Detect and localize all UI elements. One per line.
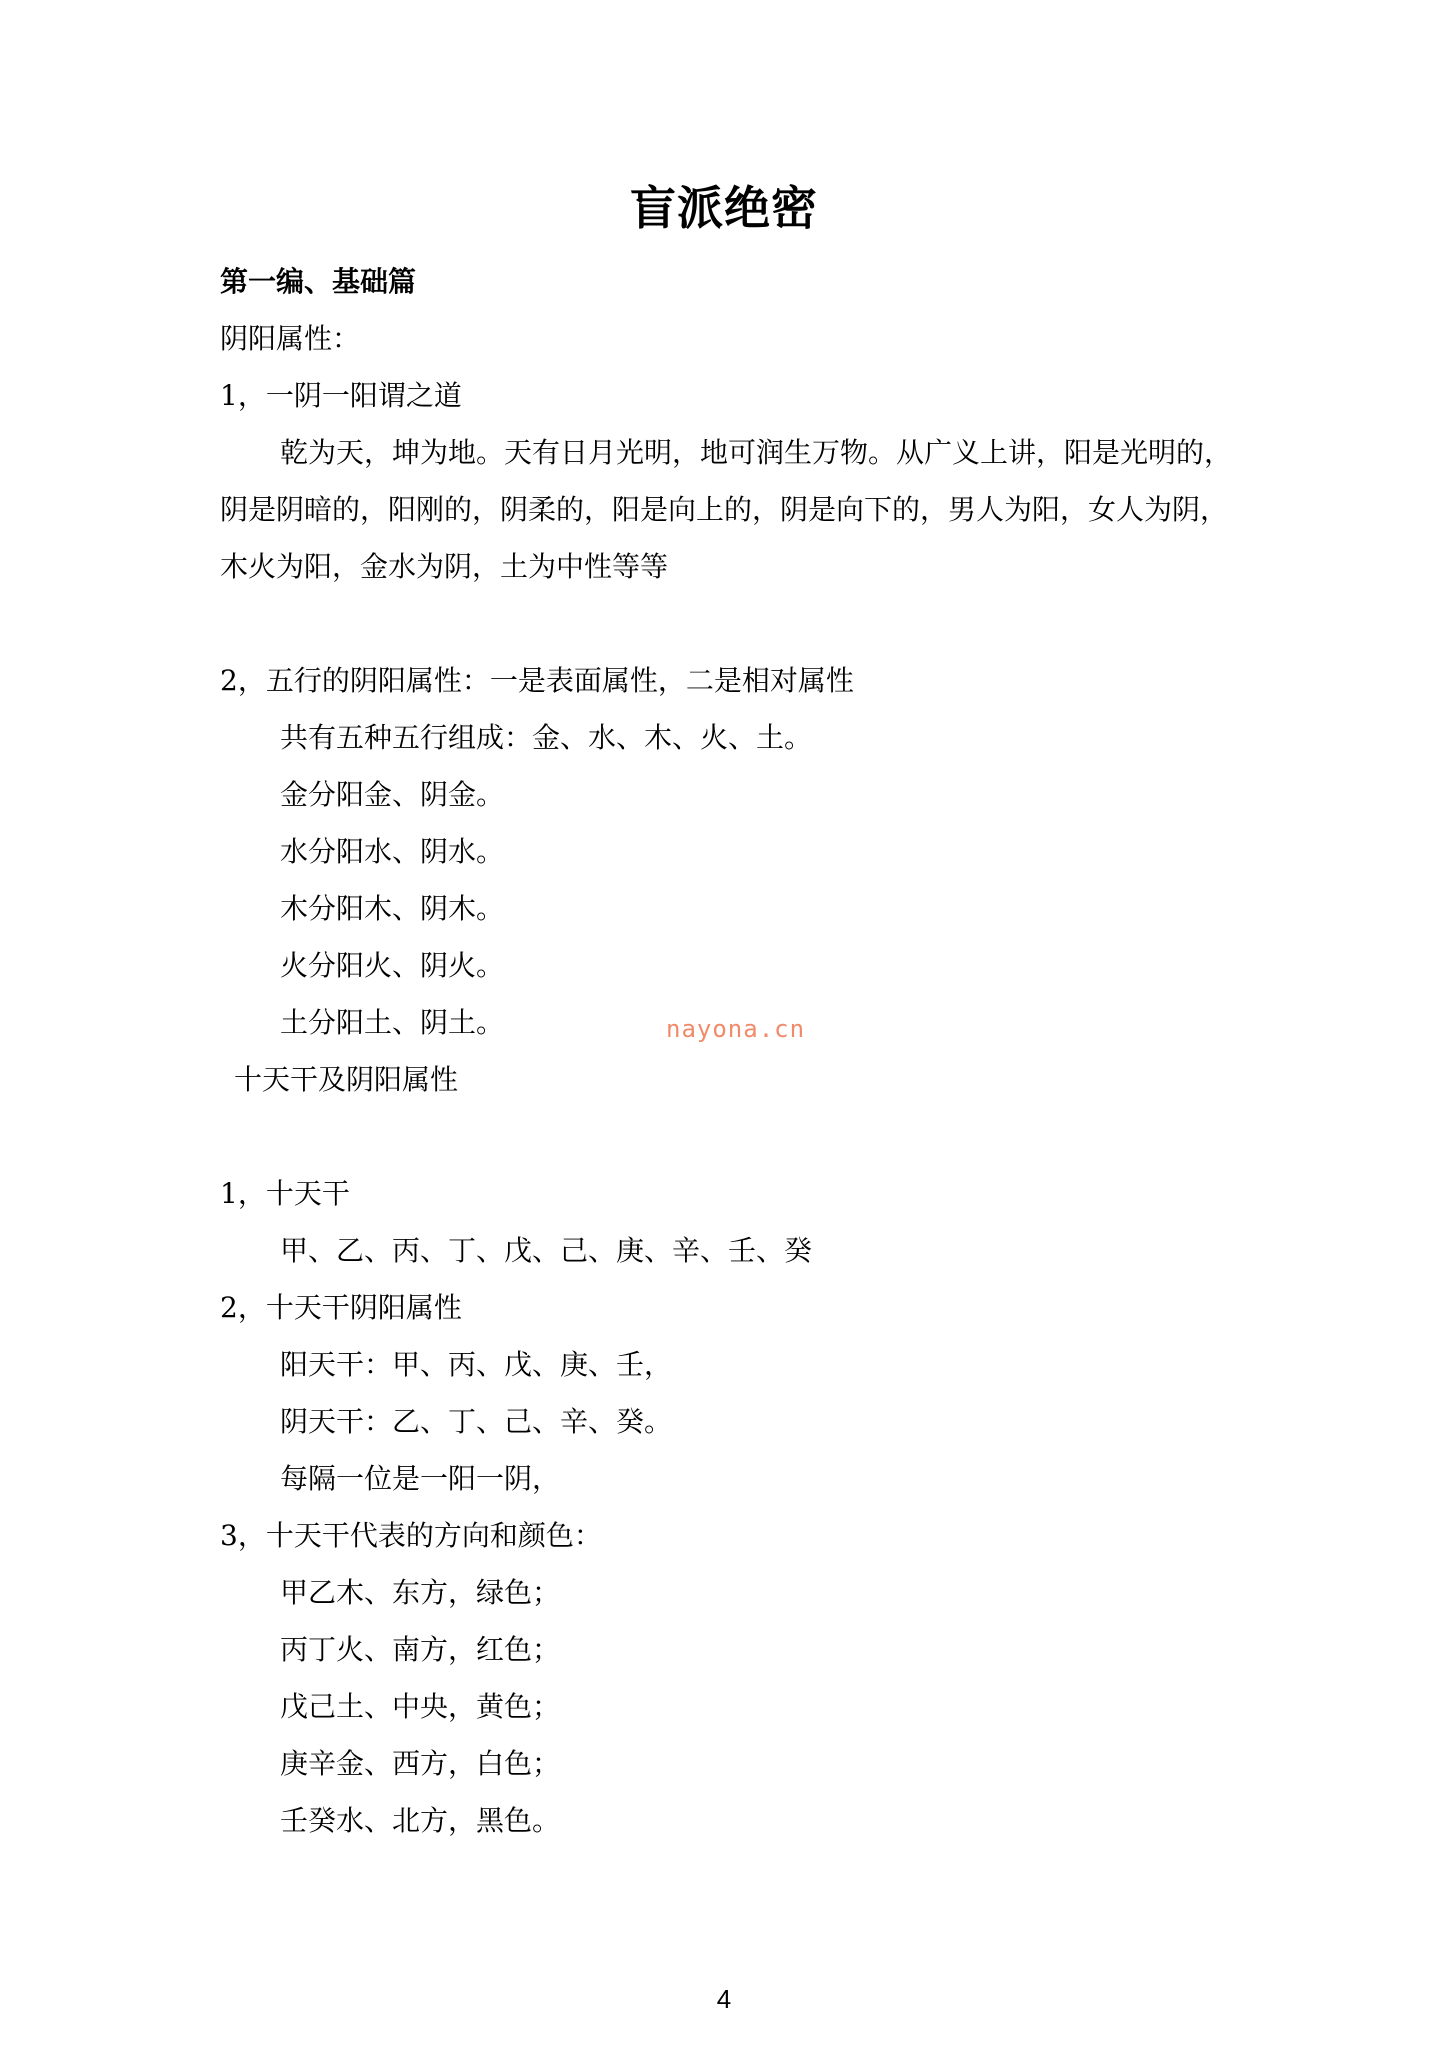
list-item: 2，五行的阴阳属性：一是表面属性，二是相对属性 [220, 664, 854, 697]
paragraph-line: 阳天干：甲、丙、戊、庚、壬， [280, 1348, 673, 1381]
paragraph-line: 木火为阳，金水为阴，土为中性等等 [220, 550, 669, 583]
section-heading: 第一编、基础篇 [220, 265, 417, 298]
paragraph-line: 乾为天，坤为地。天有日月光明，地可润生万物。从广义上讲，阳是光明的， [280, 436, 1233, 469]
paragraph-line: 甲乙木、东方，绿色； [280, 1576, 561, 1609]
paragraph-line: 甲、乙、丙、丁、戊、己、庚、辛、壬、癸 [280, 1234, 813, 1267]
paragraph-line: 十天干及阴阳属性 [234, 1063, 459, 1096]
paragraph-line: 戊己土、中央，黄色； [280, 1690, 561, 1723]
paragraph-line: 阴阳属性： [220, 322, 361, 355]
paragraph-line: 木分阳木、阴木。 [280, 892, 505, 925]
paragraph-line: 土分阳土、阴土。 [280, 1006, 505, 1039]
paragraph-line: 水分阳水、阴水。 [280, 835, 505, 868]
paragraph-line: 火分阳火、阴火。 [280, 949, 505, 982]
paragraph-line: 共有五种五行组成：金、水、木、火、土。 [280, 721, 813, 754]
list-item: 3，十天干代表的方向和颜色： [220, 1519, 602, 1552]
paragraph-line: 壬癸水、北方，黑色。 [280, 1804, 561, 1837]
page-number: 4 [716, 1984, 732, 2014]
document-title: 盲派绝密 [630, 181, 818, 235]
paragraph-line: 阴是阴暗的，阳刚的，阴柔的，阳是向上的，阴是向下的，男人为阳，女人为阴， [220, 493, 1229, 526]
watermark: nayona.cn [666, 1015, 806, 1043]
list-item: 1，一阴一阳谓之道 [220, 379, 462, 412]
list-item: 1，十天干 [220, 1177, 350, 1210]
paragraph-line: 金分阳金、阴金。 [280, 778, 505, 811]
paragraph-line: 阴天干：乙、丁、己、辛、癸。 [280, 1405, 673, 1438]
paragraph-line: 每隔一位是一阳一阴， [280, 1462, 561, 1495]
paragraph-line: 丙丁火、南方，红色； [280, 1633, 561, 1666]
list-item: 2，十天干阴阳属性 [220, 1291, 462, 1324]
paragraph-line: 庚辛金、西方，白色； [280, 1747, 561, 1780]
